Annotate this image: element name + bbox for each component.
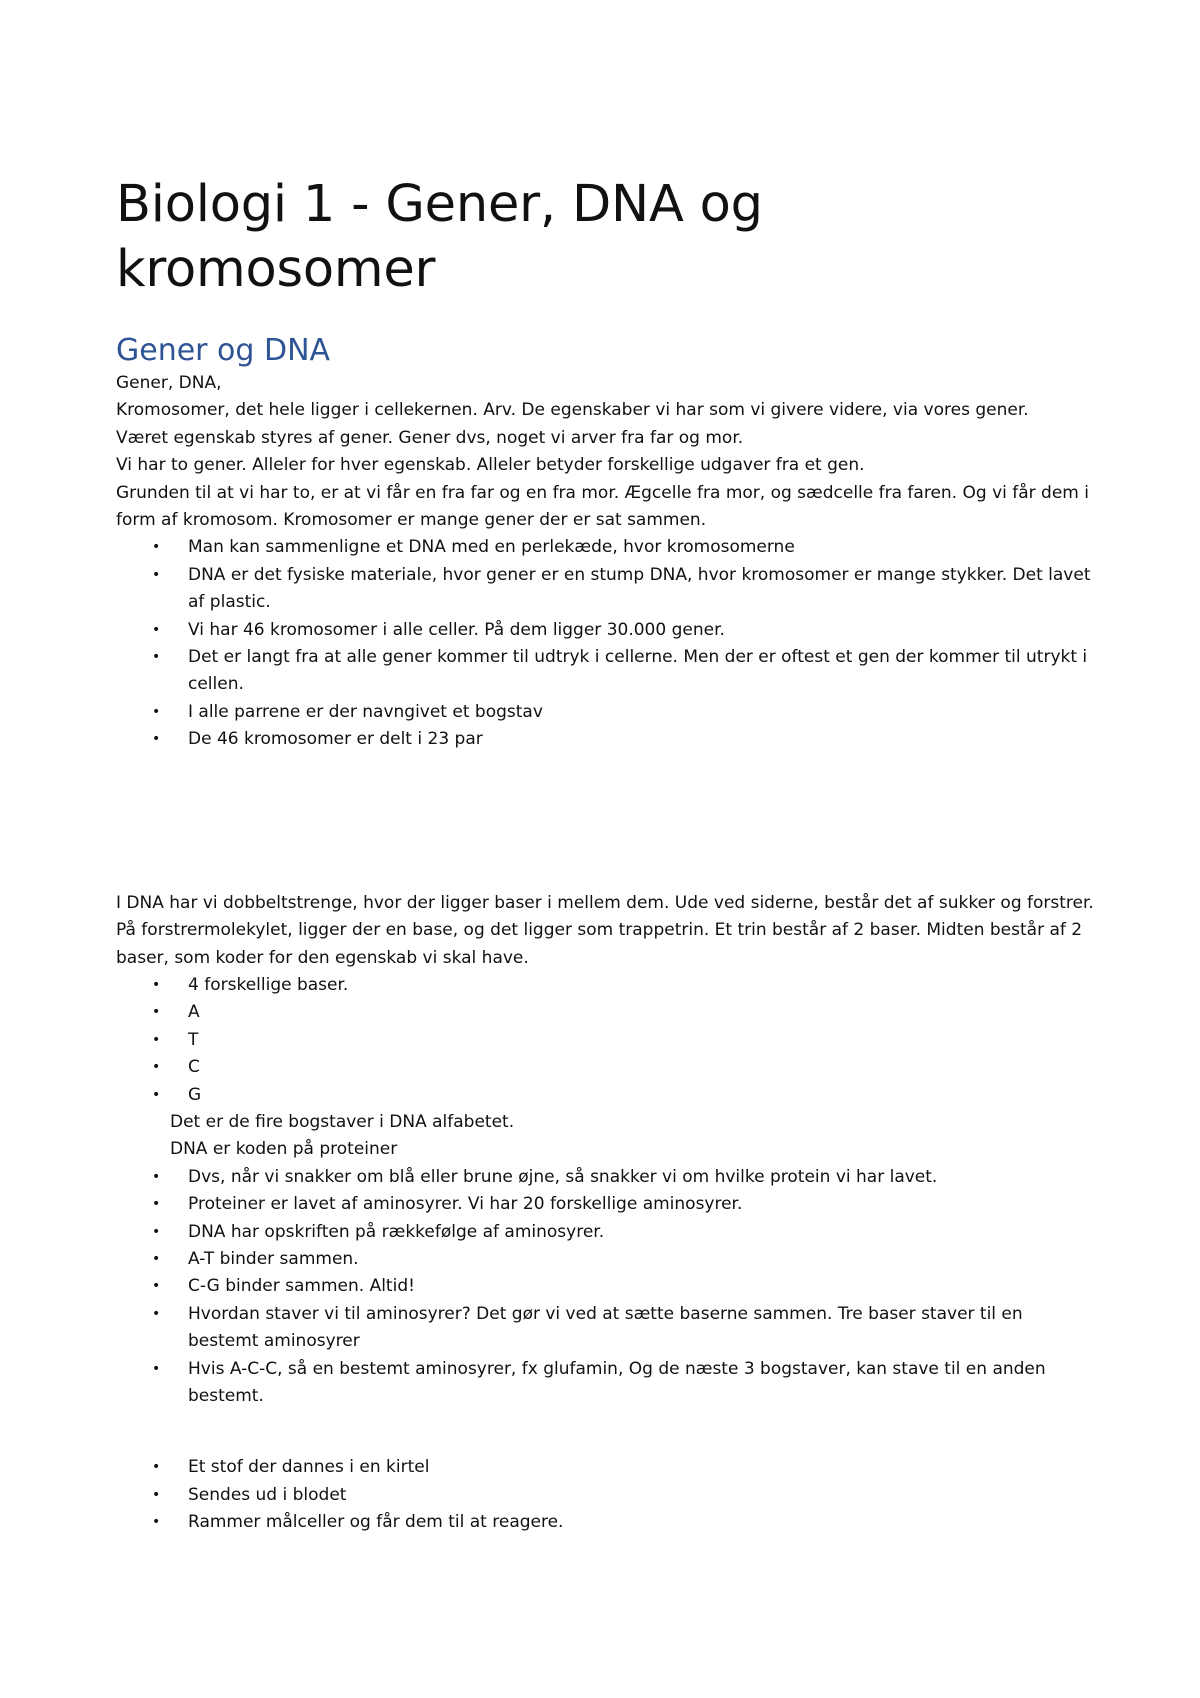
list-item [116,534,1096,561]
list-item-text: A-T binder sammen. [188,1248,359,1269]
list-item-text: Dvs, når vi snakker om blå eller brune øjne, så snakker vi om hvilke protein vi har lavet. [188,1166,938,1187]
bullet-icon: • [152,1459,161,1476]
bullet-list-bases [116,972,1096,1109]
bullet-icon: • [152,1223,161,1240]
list-item-text: Hvordan staver vi til aminosyrer? Det gør vi ved at sætte baserne sammen. Tre baser staver til en bestemt aminosyrer [188,1303,1023,1352]
list-item [116,1273,1096,1300]
bullet-icon: • [152,1004,161,1021]
list-item [116,1482,1096,1509]
list-item [116,1509,1096,1536]
bullet-icon: • [152,1059,161,1076]
document-title: Biologi 1 - Gener, DNA og kromosomer [116,175,763,299]
section-heading: Gener og DNA [116,333,331,368]
list-item [116,1082,1096,1109]
indented-line: Det er de fire bogstaver i DNA alfabetet. [170,1111,515,1132]
list-item-text: Et stof der dannes i en kirtel [188,1457,430,1478]
list-item [116,644,1096,699]
bullet-icon: • [152,566,161,583]
list-item-text: Proteiner er lavet af aminosyrer. Vi har 20 forskellige aminosyrer. [188,1194,743,1215]
bullet-icon: • [152,1168,161,1185]
list-item [116,1219,1096,1246]
list-item [116,726,1096,753]
list-item-text: I alle parrene er der navngivet et bogstav [188,701,543,722]
list-item [116,1164,1096,1191]
list-item-text: Sendes ud i blodet [188,1484,347,1505]
list-item [116,1027,1096,1054]
list-item-text: T [188,1029,199,1050]
list-item [116,1191,1096,1218]
bullet-icon: • [152,649,161,666]
list-item-text: Det er langt fra at alle gener kommer til udtryk i cellerne. Men der er oftest et gen der kommer til utrykt i cellen. [188,647,1088,695]
paragraph: Vi har to gener. Alleler for hver egenskab. Alleler betyder forskellige udgaver fra et gen. [116,455,865,476]
list-item [116,699,1096,726]
bullet-icon: • [152,1031,161,1048]
bullet-icon: • [152,1196,161,1213]
intro-text [116,370,1096,534]
bullet-icon: • [152,1305,161,1322]
list-item-text: C-G binder sammen. Altid! [188,1276,415,1297]
list-item [116,1054,1096,1081]
list-item-text: De 46 kromosomer er delt i 23 par [188,729,483,750]
bullet-icon: • [152,1250,161,1267]
bullet-icon: • [152,1086,161,1103]
list-item [116,972,1096,999]
paragraph: Gener, DNA, [116,373,222,393]
list-item-text: DNA er det fysiske materiale, hvor gener er en stump DNA, hvor kromosomer er mange stykker. Det lavet af plastic. [188,564,1091,613]
list-item-text: A [188,1002,200,1023]
bullet-icon: • [152,703,161,720]
bullet-icon: • [152,539,161,556]
bullet-list-proteins [116,1164,1096,1411]
spacer [116,754,1096,890]
paragraph: Grunden til at vi har to, er at vi får en fra far og en fra mor. Ægcelle fra mor, og sædcelle fra faren. Og vi får dem i form af kromosom. Kromosomer er mange gener der er sat sammen. [116,482,1089,531]
indented-line: DNA er koden på proteiner [170,1139,398,1160]
list-item-text: G [188,1084,202,1105]
list-item-text: C [188,1057,200,1078]
bullet-list-chromosomes [116,534,1096,753]
list-item-text: Hvis A-C-C, så en bestemt aminosyrer, fx glufamin, Og de næste 3 bogstaver, kan stave til en anden bestemt. [188,1358,1046,1406]
list-item [116,617,1096,644]
list-item [116,562,1096,617]
list-item [116,1356,1096,1411]
list-item-text: Vi har 46 kromosomer i alle celler. På dem ligger 30.000 gener. [188,619,725,640]
paragraph: Kromosomer, det hele ligger i cellekernen. Arv. De egenskaber vi har som vi givere videre, via vores gener. [116,400,1029,421]
list-item-text: Rammer målceller og får dem til at reagere. [188,1512,564,1533]
bullet-icon: • [152,1278,161,1295]
bullet-list-hormones [116,1454,1096,1536]
list-item [116,1454,1096,1481]
list-item [116,1301,1096,1356]
bullet-icon: • [152,976,161,993]
paragraph: Været egenskab styres af gener. Gener dvs, noget vi arver fra far og mor. [116,427,744,448]
list-item [116,999,1096,1026]
list-item-text: DNA har opskriften på rækkefølge af aminosyrer. [188,1221,605,1242]
bullet-icon: • [152,1514,161,1531]
document-page [116,172,1096,1537]
bullet-icon: • [152,1360,161,1377]
list-item-text: 4 forskellige baser. [188,974,349,995]
dna-paragraph: I DNA har vi dobbeltstrenge, hvor der ligger baser i mellem dem. Ude ved siderne, består det af sukker og forstrer. På forstrermolekylet, ligger der en base, og det ligger som trappetrin. Et trin består af 2 baser. Midten består af 2 baser, som koder for den egenskab vi skal have. [116,892,1094,968]
bullet-icon: • [152,731,161,748]
list-item [116,1246,1096,1273]
list-item-text: Man kan sammenligne et DNA med en perlekæde, hvor kromosomerne [188,537,795,558]
bullet-icon: • [152,621,161,638]
spacer [116,1410,1096,1454]
bullet-icon: • [152,1486,161,1503]
